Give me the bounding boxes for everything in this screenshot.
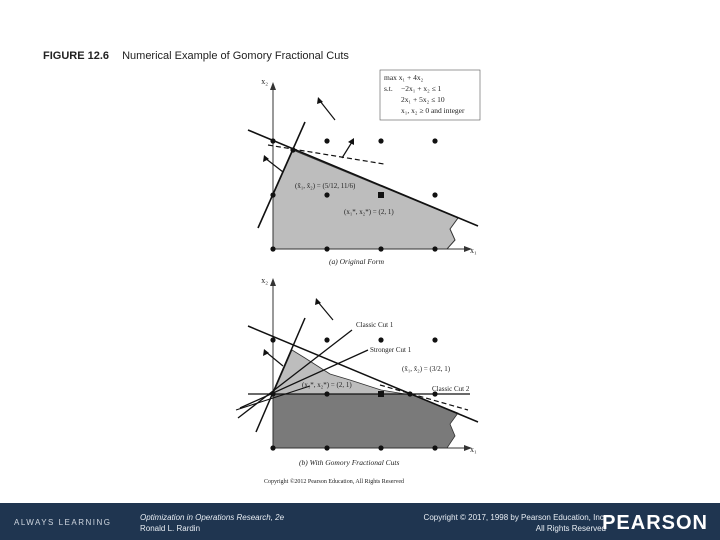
panel-b-stronger-label: Stronger Cut 1 <box>370 346 412 354</box>
figure-number: FIGURE 12.6 <box>43 50 110 62</box>
model-constraint-1: −2x₁ + x₂ ≤ 1 <box>401 84 442 93</box>
footer-bar <box>0 503 720 540</box>
book-author: Ronald L. Rardin <box>140 524 201 533</box>
panel-b-int-optimum-label: (x₁*, x₂*) = (2, 1) <box>302 381 352 389</box>
panel-a-objective-arrow <box>342 142 352 158</box>
panel-b-arrow-1-head <box>263 349 269 356</box>
panel-b-cut1-label: Classic Cut 1 <box>356 321 394 329</box>
panel-b-lp-optimum-label: (x̃₁, x̃₂) = (3/2, 1) <box>402 365 451 373</box>
panel-a-y-label: x₂ <box>261 77 268 86</box>
panel-a-integer-optimum-marker <box>378 192 384 198</box>
panel-a-caption: (a) Original Form <box>329 257 384 266</box>
panel-a-int-optimum-label: (x₁*, x₂*) = (2, 1) <box>344 208 394 216</box>
model-constraint-3: x₁, x₂ ≥ 0 and integer <box>401 106 465 115</box>
pearson-logo: PEARSON <box>602 512 708 534</box>
panel-a-objective-line <box>268 145 384 164</box>
model-objective: max x₁ + 4x₂ <box>384 73 424 82</box>
book-title: Optimization in Operations Research, 2e <box>140 513 285 522</box>
always-learning-tagline: ALWAYS LEARNING <box>14 518 112 527</box>
model-st: s.t. <box>384 84 393 93</box>
figure-title: Numerical Example of Gomory Fractional Cuts <box>122 50 349 62</box>
panel-a-x-label: x₁ <box>470 246 477 255</box>
panel-b-arrow-1 <box>266 352 283 366</box>
panel-b-integer-optimum-marker <box>378 391 384 397</box>
panel-a-arrow-1 <box>265 158 283 172</box>
panel-b-y-label: x₂ <box>261 276 268 285</box>
copyright-line-2: All Rights Reserved <box>535 524 606 533</box>
panel-a-arrow-2 <box>320 101 335 120</box>
panel-b-y-arrowhead <box>270 278 276 286</box>
figure-copyright: Copyright ©2012 Pearson Education, All Rights Reserved <box>264 479 405 485</box>
panel-a-feasible-region <box>273 150 458 249</box>
copyright-notice <box>424 512 606 534</box>
copyright-line-1: Copyright © 2017, 1998 by Pearson Education, Inc. <box>423 513 606 522</box>
model-box <box>380 70 480 120</box>
panel-a <box>248 70 480 266</box>
panel-b-cut2-label: Classic Cut 2 <box>432 385 470 393</box>
panel-b-x-label: x₁ <box>470 445 477 454</box>
panel-b-arrow-2 <box>318 302 333 320</box>
panel-b <box>236 276 478 485</box>
panel-b-caption: (b) With Gomory Fractional Cuts <box>299 458 400 467</box>
panel-a-lp-optimum-label: (x̃₁, x̃₂) = (5/12, 11/6) <box>295 182 356 190</box>
panel-a-y-arrowhead <box>270 82 276 90</box>
book-info <box>140 512 284 534</box>
model-constraint-2: 2x₁ + 5x₂ ≤ 10 <box>401 95 445 104</box>
